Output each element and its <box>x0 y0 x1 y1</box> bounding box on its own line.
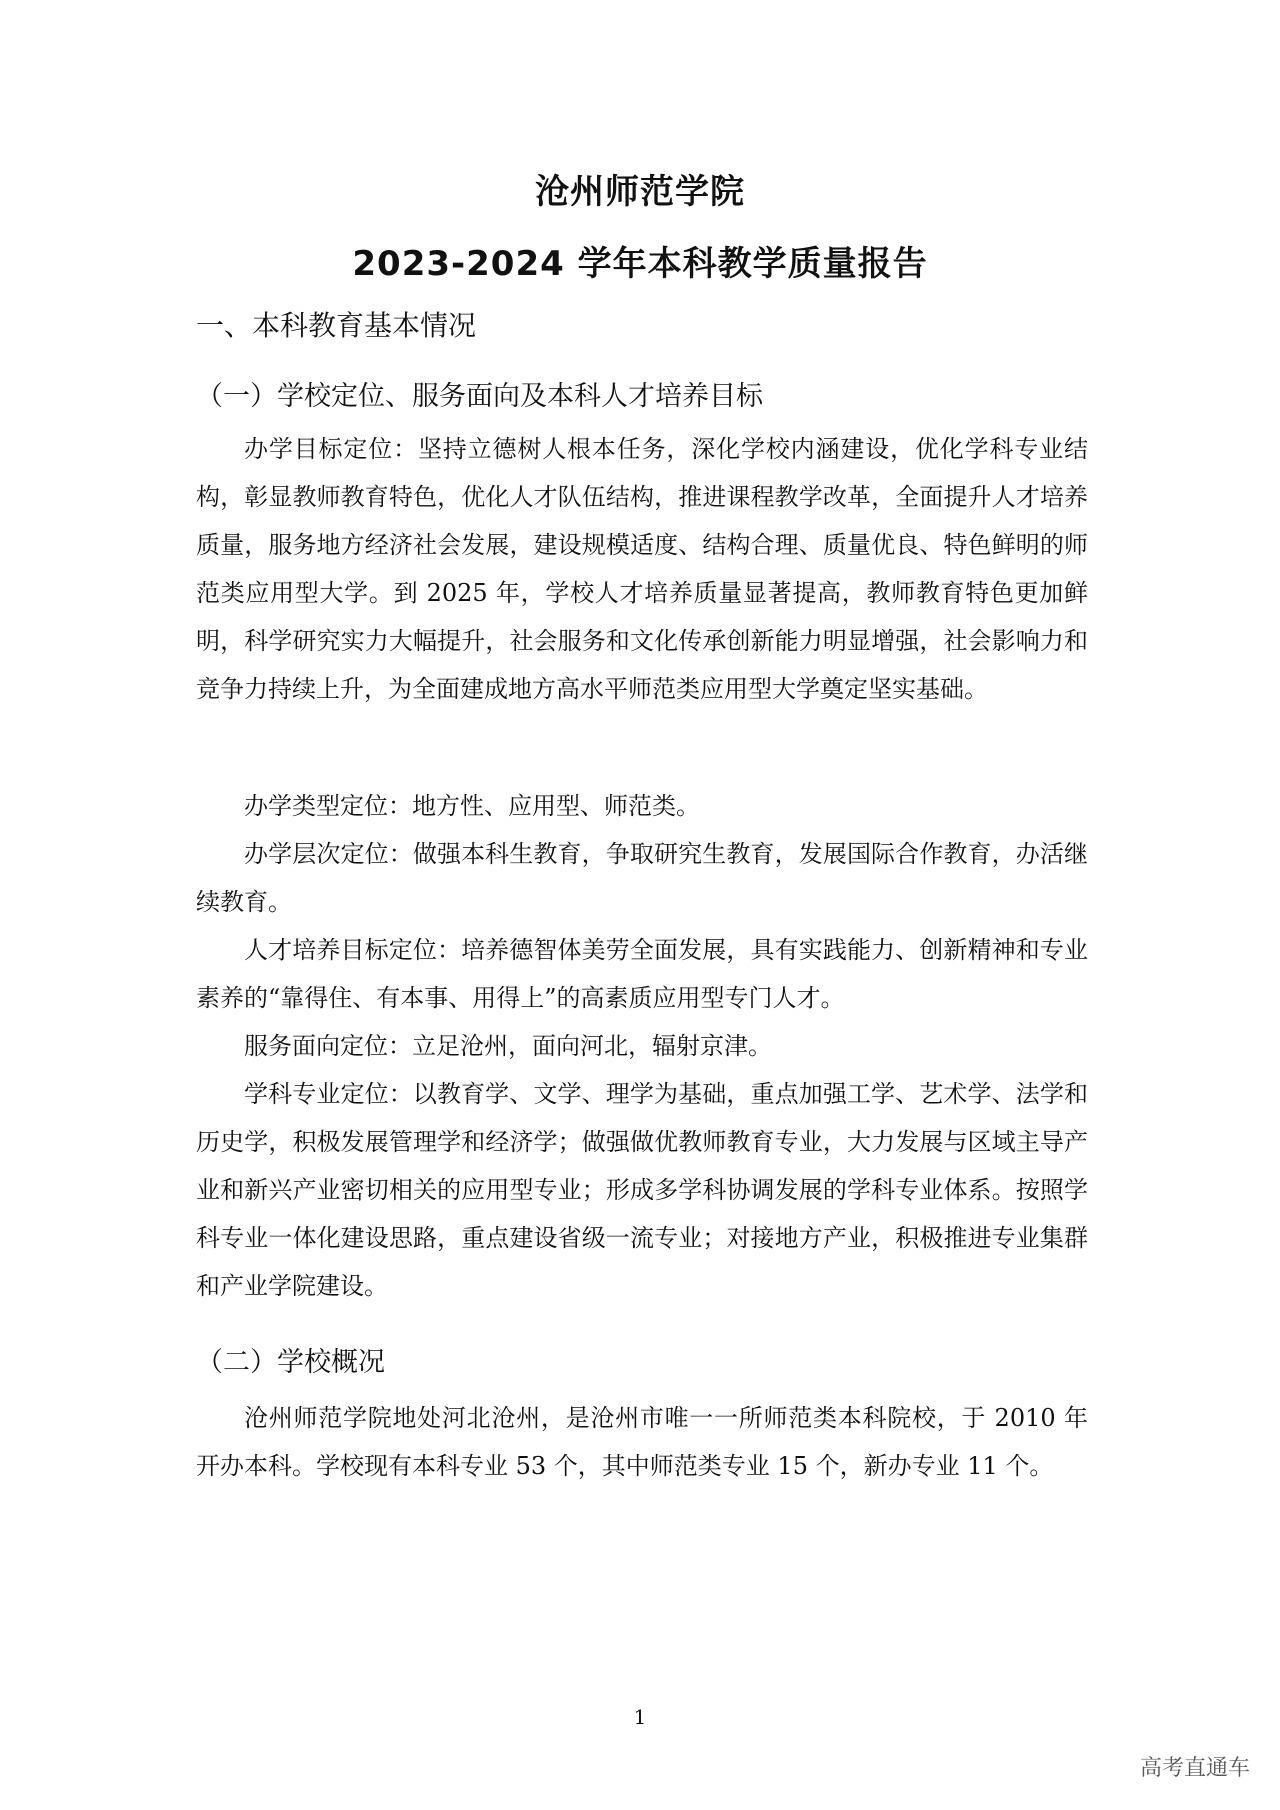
paragraph-talent-goal <box>196 926 1088 1022</box>
page-number: 1 <box>633 1705 647 1729</box>
paragraph-text: 坚持立德树人根本任务，深化学校内涵建设，优化学科专业结构，彰显教师教育特色，优化人才队伍结构，推进课程教学改革，全面提升人才培养质量，服务地方经济社会发展，建设规模适度、结构合理、质量优良、特色鲜明的师范类应用型大学。到 2025 年，学校人才培养质量显著提高，教师教育特色更加鲜明，科学研究实力大幅提升，社会服务和文化传承创新能力明显增强，社会影响力和竞争力持续上升，为全面建成地方高水平师范类应用型大学奠定坚实基础。 <box>196 435 1089 703</box>
paragraph-text: 培养德智体美劳全面发展，具有实践能力、创新精神和专业素养的“靠得住、有本事、用得上”的高素质应用型专门人才。 <box>196 936 1089 1012</box>
paragraph-school-overview: 沧州师范学院地处河北沧州，是沧州市唯一一所师范类本科院校，于 2010 年开办本科。学校现有本科专业 53 个，其中师范类专业 15 个，新办专业 11 个。 <box>196 1404 1088 1480</box>
paragraph-lead: 人才培养目标定位： <box>244 936 462 964</box>
document-title-institution: 沧州师范学院 <box>535 172 745 212</box>
paragraph-lead: 服务面向定位： <box>244 1032 412 1060</box>
paragraph-text: 做强本科生教育，争取研究生教育，发展国际合作教育，办活继续教育。 <box>196 840 1089 916</box>
document-title-report: 2023-2024 学年本科教学质量报告 <box>352 244 928 284</box>
paragraph-lead: 学科专业定位： <box>244 1080 413 1108</box>
paragraph-text: 立足沧州，面向河北，辐射京津。 <box>412 1032 772 1060</box>
watermark-logo-text: 高考直通车 <box>1139 1756 1250 1781</box>
paragraph-service-orientation <box>196 1022 1088 1070</box>
paragraph-school-level <box>196 830 1088 926</box>
paragraph-school-goal <box>196 425 1088 713</box>
paragraph-lead: 办学类型定位： <box>244 792 412 820</box>
paragraph-school-type <box>196 782 1088 830</box>
paragraph-lead: 办学层次定位： <box>244 840 413 868</box>
paragraph-discipline-positioning <box>196 1070 1088 1310</box>
paragraph-text: 地方性、应用型、师范类。 <box>412 792 700 820</box>
subsection-heading-positioning: （一）学校定位、服务面向及本科人才培养目标 <box>196 381 763 412</box>
paragraph-lead: 办学目标定位： <box>244 435 418 463</box>
subsection-heading-school-overview: （二）学校概况 <box>196 1347 385 1378</box>
section-heading-basic-situation: 一、本科教育基本情况 <box>196 309 477 342</box>
paragraph-text: 以教育学、文学、理学为基础，重点加强工学、艺术学、法学和历史学，积极发展管理学和经济学；做强做优教师教育专业，大力发展与区域主导产业和新兴产业密切相关的应用型专业；形成多学科协调发展的学科专业体系。按照学科专业一体化建设思路，重点建设省级一流专业；对接地方产业，积极推进专业集群和产业学院建设。 <box>196 1080 1089 1300</box>
